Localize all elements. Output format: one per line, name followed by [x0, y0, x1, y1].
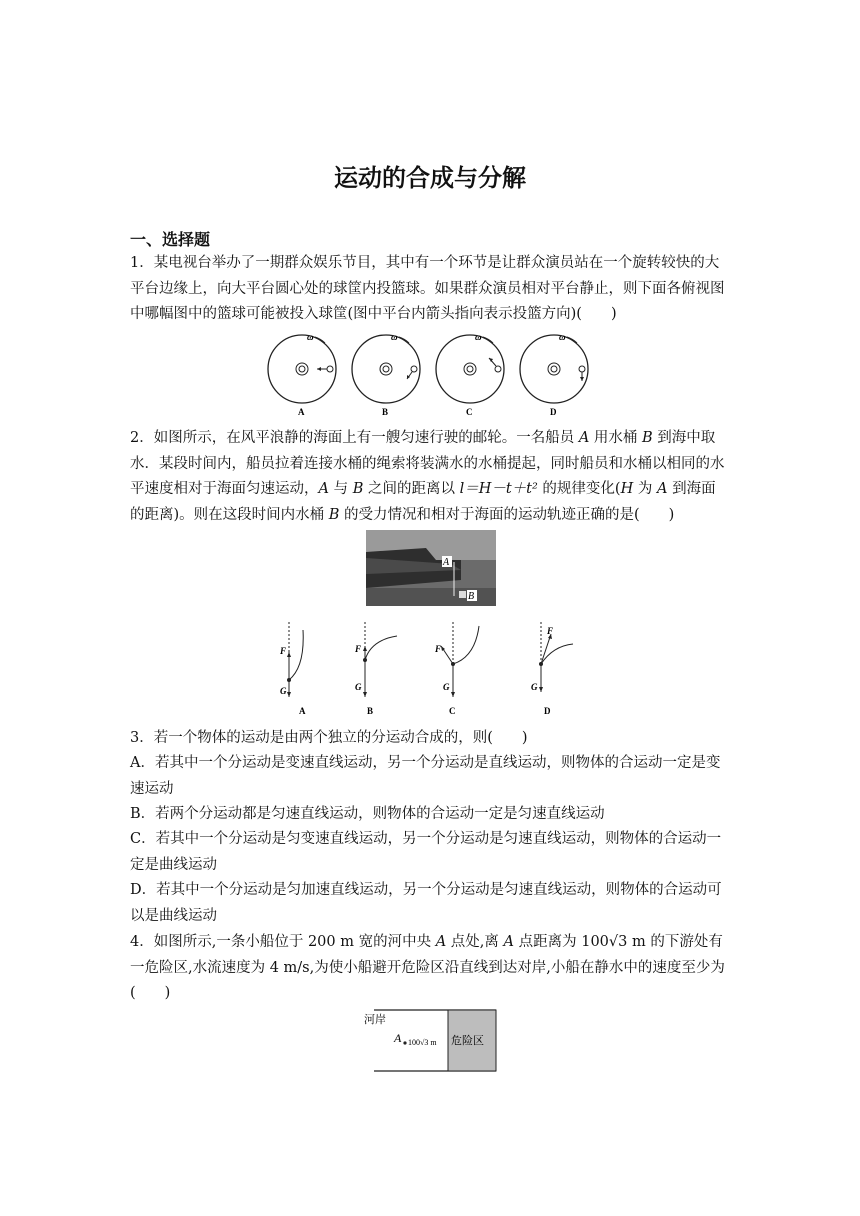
q1-option-d-diagram — [520, 332, 588, 417]
page-title: 运动的合成与分解 — [334, 164, 526, 192]
q3-option-b: B．若两个分运动都是匀速直线运动，则物体的合运动一定是匀速直线运动 — [130, 806, 605, 822]
q2-option-b-diagram — [354, 622, 397, 716]
svg-text:G: G — [443, 682, 450, 692]
svg-text:C: C — [449, 706, 456, 716]
section-heading: 一、选择题 — [130, 230, 211, 249]
point-a-label: A — [394, 1031, 402, 1045]
river-bank-label: 河岸 — [364, 1013, 386, 1026]
q3-option-c: C．若其中一个分运动是匀变速直线运动，另一个分运动是匀速直线运动，则物体的合运动一定是曲线运动 — [130, 831, 722, 873]
svg-text:F: F — [280, 646, 287, 656]
svg-text:B: B — [367, 706, 374, 716]
river-figure — [360, 1008, 500, 1074]
danger-zone-label: 危险区 — [451, 1034, 484, 1047]
q1-figure — [265, 332, 595, 420]
q2-option-c-diagram — [434, 622, 479, 716]
q3-option-a: A．若其中一个分运动是变速直线运动，另一个分运动是直线运动，则物体的合运动一定是变速运动 — [130, 755, 721, 797]
svg-text:F: F — [355, 644, 362, 654]
omega-label: ω — [475, 332, 482, 342]
omega-label: ω — [391, 332, 398, 342]
q1-label-b: B — [382, 407, 389, 417]
svg-text:F: F — [547, 626, 554, 636]
q1-label-d: D — [550, 407, 557, 417]
q1-label-c: C — [466, 407, 473, 417]
question-3-stem: 3．若一个物体的运动是由两个独立的分运动合成的，则( ) — [130, 730, 528, 746]
q1-label-a: A — [298, 407, 305, 417]
distance-label: 100√3 m — [408, 1038, 437, 1047]
svg-text:F: F — [435, 644, 442, 654]
q1-option-a-diagram — [268, 332, 336, 417]
omega-label: ω — [307, 332, 314, 342]
q2-trajectory-options — [275, 622, 575, 720]
question-2-text: 2．如图所示，在风平浪静的海面上有一艘匀速行驶的邮轮。一名船员 A 用水桶 B 到海中取水．某段时间内，船员拉着连接水桶的绳索将装满水的水桶提起，同时船员和水桶以相同的水平速度相对于海面匀速运动，A 与 B 之间的距离以 l＝H－t＋t² 的规律变化(H 为 A 到海面的距离)。则在这段时间内水桶 B 的受力情况和相对于海面的运动轨迹正确的是( ) — [130, 430, 725, 523]
svg-text:G: G — [355, 682, 362, 692]
svg-text:A: A — [299, 706, 306, 716]
svg-text:G: G — [531, 682, 538, 692]
omega-label: ω — [559, 332, 566, 342]
question-1-text: 1．某电视台举办了一期群众娱乐节目，其中有一个环节是让群众演员站在一个旋转较快的大平台边缘上，向大平台圆心处的球筐内投篮球。如果群众演员相对平台静止，则下面各俯视图中哪幅图中的篮球可能被投入球筐(图中平台内箭头指向表示投篮方向)( ) — [130, 255, 725, 322]
question-4-text: 4．如图所示,一条小船位于 200 m 宽的河中央 A 点处,离 A 点距离为 100√3 m 的下游处有一危险区,水流速度为 4 m/s,为使小船避开危险区沿直线到达对岸,小船在静水中的速度至少为( ) — [130, 934, 725, 1001]
q3-option-d: D．若其中一个分运动是匀加速直线运动，另一个分运动是匀速直线运动，则物体的合运动可以是曲线运动 — [130, 882, 722, 924]
photo-label-b: B — [468, 591, 475, 602]
photo-label-a: A — [443, 557, 450, 568]
q1-option-b-diagram — [352, 332, 420, 417]
q2-option-a-diagram — [279, 622, 306, 716]
svg-text:G: G — [280, 686, 287, 696]
q1-option-c-diagram — [436, 332, 504, 417]
svg-text:D: D — [544, 706, 551, 716]
q2-option-d-diagram — [531, 622, 573, 716]
ship-photo — [366, 530, 496, 606]
